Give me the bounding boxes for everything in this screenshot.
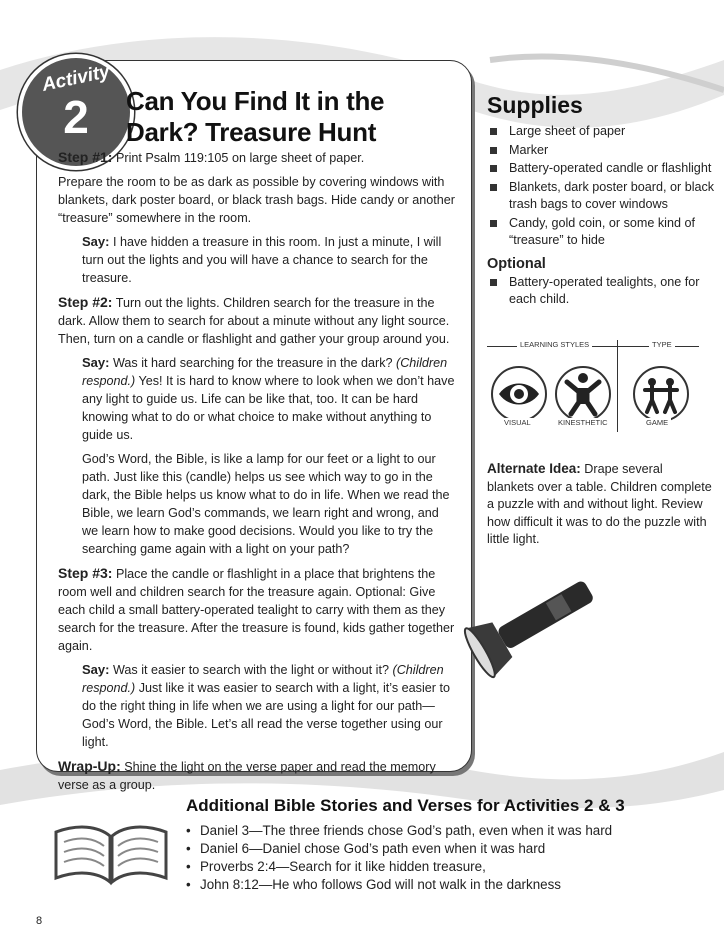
say-3-italic: (Children respond.)	[82, 663, 444, 695]
visual-label: VISUAL	[501, 418, 534, 427]
learning-styles-label: LEARNING STYLES	[517, 340, 592, 349]
supply-item: Marker	[487, 142, 717, 160]
wrap-up-label: Wrap-Up:	[58, 758, 121, 774]
step-1-label: Step #1:	[58, 149, 113, 165]
kinesthetic-icon	[555, 366, 611, 422]
step-2-label: Step #2:	[58, 294, 113, 310]
supplies-list	[487, 123, 717, 250]
supply-item: Candy, gold coin, or some kind of “treasure” to hide	[487, 215, 717, 250]
supply-item: Blankets, dark poster board, or black trash bags to cover windows	[487, 179, 717, 214]
say-3-text-b: Just like it was easier to search with a light, it’s easier to do the right thing in life when we are using a light for our path—God’s Word, the Bible. Let’s all read the verse together using our light.	[82, 681, 450, 749]
type-label: TYPE	[649, 340, 675, 349]
wrap-up-text: Shine the light on the verse paper and read the memory verse as a group.	[58, 760, 436, 792]
step-3-text-b: Give each child a small battery-operated tealight to carry with them as they search for the treasure. After the treasure is found, kids gather together again.	[58, 585, 455, 653]
optional-item: Battery-operated tealights, one for each child.	[487, 274, 717, 309]
list-item: • John 8:12—He who follows God will not walk in the darkness	[186, 876, 716, 894]
prep-text: Prepare the room to be as dark as possible by covering windows with blankets, dark poster board, or black trash bags. Hide candy or another “treasure” somewhere in the room.	[58, 175, 455, 225]
say-1-text: I have hidden a treasure in this room. In just a minute, I will turn out the lights and you will have a chance to search for the treasure.	[82, 235, 442, 285]
say-1	[58, 233, 458, 287]
alternate-idea-text: Drape several blankets over a table. Children complete a puzzle with and without light. Review how difficult it was to do the puzzle with little light.	[487, 462, 712, 546]
say-2	[58, 354, 458, 444]
supplies-heading: Supplies	[487, 92, 583, 118]
activity-instructions	[58, 148, 458, 800]
optional-heading: Optional	[487, 255, 546, 272]
additional-stories-list	[186, 822, 716, 894]
supply-item: Battery-operated candle or flashlight	[487, 160, 717, 178]
game-label: GAME	[643, 418, 671, 427]
step-2-text: Turn out the lights. Children search for the treasure in the dark. Allow them to search for about a minute without any light source. Then, turn on a candle or flashlight and gather your group around you.	[58, 296, 450, 346]
alternate-idea	[487, 460, 712, 549]
say-1-label: Say:	[82, 234, 110, 249]
say-3	[58, 661, 458, 751]
badge-number: 2	[63, 91, 89, 143]
say-3-label: Say:	[82, 662, 110, 677]
flashlight-icon	[456, 548, 616, 688]
step-2	[58, 293, 458, 348]
list-item: • Daniel 6—Daniel chose God’s path even when it was hard	[186, 840, 716, 858]
say-2-paragraph-2: God’s Word, the Bible, is like a lamp for our feet or a light to our path. Just like this (candle) helps us see which way to go in the dark, the Bible helps us know what to do in life. When we read the Bible, we learn God’s commands, we learn right and wrong, and we learn how to make good decisions. Would you like to try the searching game again with a light on your path?	[82, 452, 450, 556]
kinesthetic-label: KINESTHETIC	[555, 418, 611, 427]
additional-stories-heading: Additional Bible Stories and Verses for Activities 2 & 3	[186, 796, 625, 815]
wrap-up	[58, 757, 458, 794]
game-icon	[633, 366, 689, 422]
list-item: • Proverbs 2:4—Search for it like hidden treasure,	[186, 858, 716, 876]
say-2-italic: (Children respond.)	[82, 356, 448, 388]
say-2-text-a: Was it hard searching for the treasure in the dark?	[112, 356, 393, 370]
step-3-label: Step #3:	[58, 565, 113, 581]
alternate-idea-label: Alternate Idea:	[487, 461, 581, 476]
open-bible-icon	[48, 818, 174, 888]
say-2-label: Say:	[82, 355, 110, 370]
supply-item: Large sheet of paper	[487, 123, 717, 141]
step-3-text-a: Place the candle or flashlight in a place that brightens the room well and children search for the treasure again.	[58, 567, 436, 599]
step-3-optional: Optional:	[355, 585, 406, 599]
say-3-text-a: Was it easier to search with the light or without it?	[112, 663, 389, 677]
supplies-section	[487, 92, 717, 310]
step-1-text: Print Psalm 119:105 on large sheet of paper.	[115, 151, 365, 165]
eye-icon	[491, 366, 547, 422]
badge-word: Activity	[40, 61, 112, 96]
step-1	[58, 148, 458, 167]
learning-styles	[487, 336, 699, 436]
say-2-text-b: Yes! It is hard to know where to look when we don’t have any light to guide us. Life can be like that, too. It can be hard knowing what to do or what choice to make without anything to guide us.	[82, 374, 455, 442]
activity-title: Can You Find It in the Dark? Treasure Hunt	[126, 86, 385, 147]
list-item: • Daniel 3—The three friends chose God’s path, even when it was hard	[186, 822, 716, 840]
step-3	[58, 564, 458, 655]
page-number: 8	[36, 915, 43, 927]
optional-list	[487, 274, 717, 309]
